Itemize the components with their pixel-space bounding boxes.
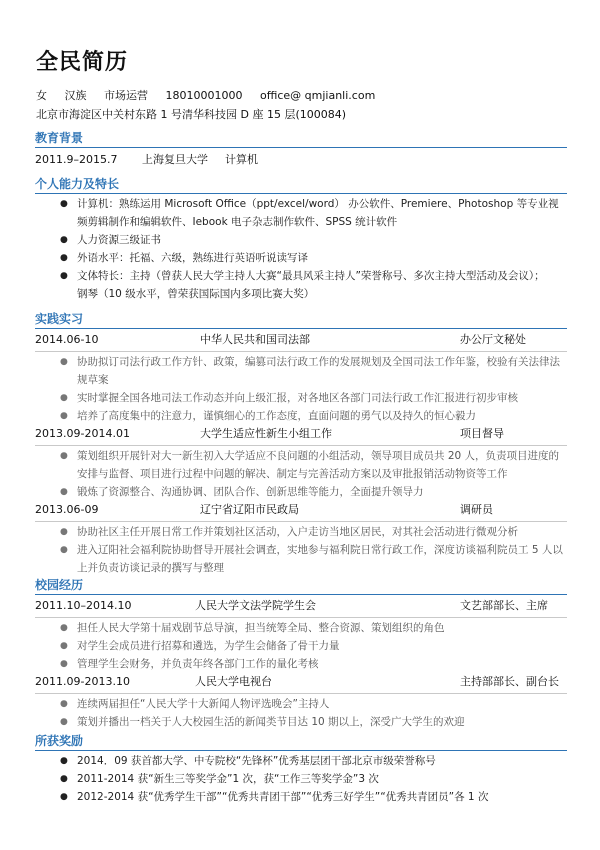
campus-header-row [35,597,567,615]
section-title-education: 教育背景 [35,131,84,145]
education-school: 上海复旦大学 [142,153,208,166]
skill-item: ● 文体特长：主持（曾获人民大学主持人大赛“最具风采主持人”荣誉称号、多次主持大型活动及会议）； [60,270,545,282]
section-title-awards: 所获奖励 [35,734,84,748]
education-major: 计算机 [225,153,258,166]
job-header-row [35,331,567,349]
section-title-skills: 个人能力及特长 [35,177,120,191]
job-date: 2013.06-09 [35,503,99,516]
address-line [36,106,360,122]
job-role: 项目督导 [460,427,504,440]
gender: 女 [36,89,47,102]
job-organization: 大学生适应性新生小组工作 [200,427,332,440]
skills-section [35,176,567,303]
job-bullets [35,353,567,425]
job-bullet-continued: 上并负责访谈记录的撰写与整理 [77,562,224,574]
phone-number: 18010001000 [165,89,243,102]
job-date: 2014.06-10 [35,333,99,346]
job-header-row [35,425,567,443]
campus-bullet: ● 担任人民大学第十届戏剧节总导演，担当统筹全局、整合资源、策划组织的角色 [60,622,445,634]
campus-date: 2011.09-2013.10 [35,675,130,688]
campus-bullet: ● 连续两届担任“人民大学十大新闻人物评选晚会”主持人 [60,698,330,710]
skill-item-continued: 钢琴（10 级水平，曾荣获国际国内多项比赛大奖） [77,288,315,300]
campus-bullets [35,695,567,731]
education-date: 2011.9–2015.7 [35,153,118,166]
section-title-internship: 实践实习 [35,312,84,326]
campus-bullets [35,619,567,673]
job-bullet: ● 锻炼了资源整合、沟通协调、团队合作、创新思维等能力，全面提升领导力 [60,486,424,498]
award-item: ● 2012-2014 获“优秀学生干部”“优秀共青团干部”“优秀三好学生”“优秀共青团员”各 1 次 [60,791,489,803]
campus-bullet: ● 策划并播出一档关于人大校园生活的新闻类节目达 10 期以上，深受广大学生的欢迎 [60,716,465,728]
campus-role: 主持部部长、副台长 [460,675,559,688]
campus-bullet: ● 对学生会成员进行招募和遴选，为学生会储备了骨干力量 [60,640,340,652]
section-divider [35,328,567,329]
job-role: 办公厅文秘处 [460,333,526,346]
award-item: ● 2014．09 获首都大学、中专院校“先锋杯”优秀基层团干部北京市级荣誉称号 [60,755,436,767]
row-divider [35,693,567,694]
address: 北京市海淀区中关村东路 1 号清华科技园 D 座 15 层(100084) [36,108,347,121]
job-organization: 辽宁省辽阳市民政局 [200,503,299,516]
job-role: 调研员 [460,503,493,516]
campus-header-row [35,673,567,691]
section-divider [35,594,567,595]
job-bullets [35,523,567,577]
section-divider [35,750,567,751]
section-divider [35,147,567,148]
skill-item-continued: 频剪辑制作和编辑软件、Iebook 电子杂志制作软件、SPSS 统计软件 [77,216,398,228]
education-section [35,130,567,169]
awards-section [35,733,567,806]
skills-list [35,195,567,303]
job-bullets [35,447,567,501]
job-bullet: ● 策划组织开展针对大一新生初入大学适应不良问题的小组活动，领导项目成员共 20 人，负责项目进度的 [60,450,560,462]
row-divider [35,445,567,446]
job-bullet: ● 协助社区主任开展日常工作并策划社区活动，入户走访当地区居民，对其社会活动进行微观分析 [60,526,518,538]
email-address: office@ qmjianli.com [259,89,376,102]
campus-date: 2011.10–2014.10 [35,599,132,612]
skill-item: ● 外语水平：托福、六级，熟练进行英语听说读写译 [60,252,308,264]
resume-name: 全民简历 [36,50,129,75]
job-bullet: ● 培养了高度集中的注意力，谨慎细心的工作态度，直面问题的勇气以及持久的恒心毅力 [60,410,476,422]
education-row [35,151,567,169]
job-bullet-continued: 安排与监督、项目进行过程中问题的解决、制定与完善活动方案以及审批报销活动物资等工作 [77,468,508,480]
awards-list [35,752,567,806]
target-position: 市场运营 [104,89,148,102]
basic-info-line [36,87,389,103]
row-divider [35,617,567,618]
ethnicity: 汉族 [64,89,87,102]
section-divider [35,193,567,194]
job-bullet: ● 协助拟订司法行政工作方针、政策，编篡司法行政工作的发展规划及全国司法工作年鉴，校验有关法律法 [60,356,560,368]
job-date: 2013.09-2014.01 [35,427,130,440]
job-header-row [35,501,567,519]
job-bullet: ● 实时掌握全国各地司法工作动态并向上级汇报，对各地区各部门司法行政工作汇报进行初步审核 [60,392,518,404]
job-bullet: ● 进入辽阳社会福利院协助督导开展社会调查，实地参与福利院日常行政工作，深度访谈福利院员工 5 人以 [60,544,563,556]
internship-section [35,311,567,577]
skill-item: ● 计算机：熟练运用 Microsoft Office（ppt/excel/word） 办公软件、Premiere、Photoshop 等专业视 [60,198,559,210]
campus-section [35,577,567,731]
job-bullet-continued: 规草案 [77,374,109,386]
skill-item: ● 人力资源三级证书 [60,234,161,246]
campus-role: 文艺部部长、主席 [460,599,548,612]
campus-organization: 人民大学电视台 [195,675,272,688]
job-organization: 中华人民共和国司法部 [200,333,310,346]
campus-organization: 人民大学文法学院学生会 [195,599,316,612]
award-item: ● 2011-2014 获“新生三等奖学金”1 次，获“工作三等奖学金”3 次 [60,773,379,785]
section-title-campus: 校园经历 [35,578,84,592]
campus-bullet: ● 管理学生会财务，并负责年终各部门工作的量化考核 [60,658,319,670]
row-divider [35,351,567,352]
row-divider [35,521,567,522]
